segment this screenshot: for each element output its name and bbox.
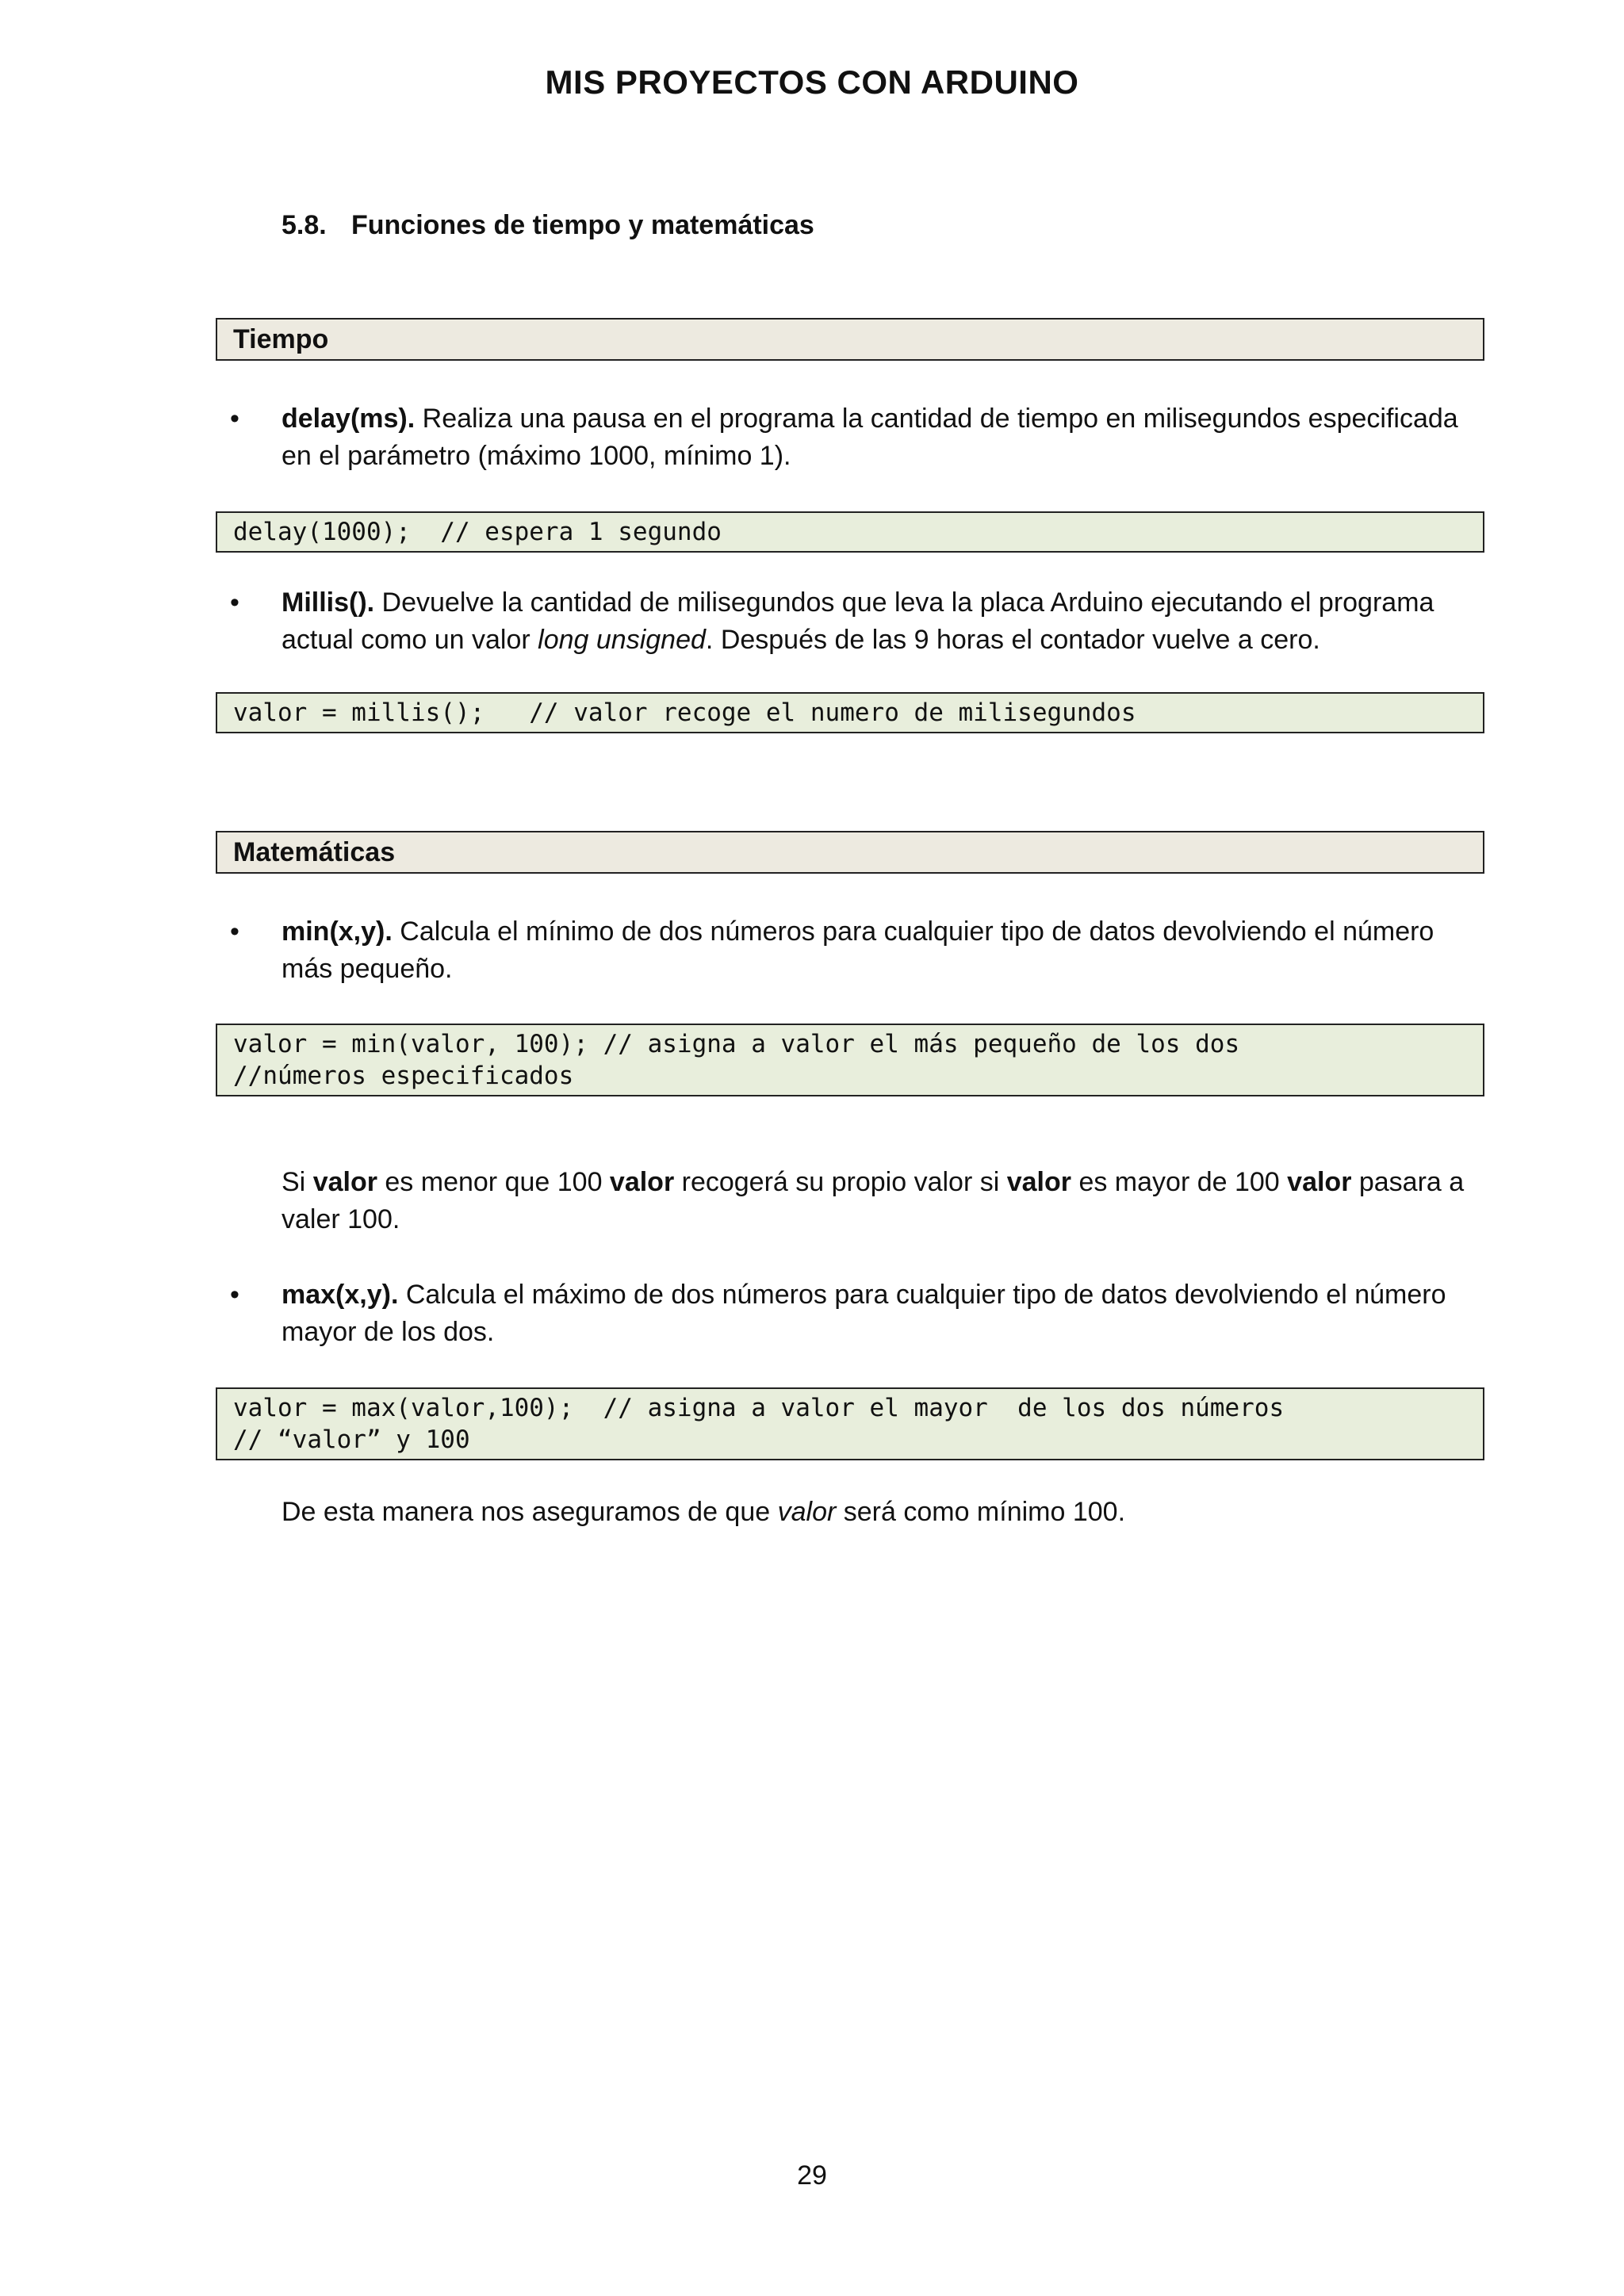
matematicas-heading: Matemáticas: [216, 831, 1484, 874]
min-note-text: pasara a valer 100.: [282, 1167, 1465, 1234]
min-note: [282, 1164, 1471, 1238]
millis-description-1: Devuelve la cantidad de milisegundos que leva la placa Arduino ejecutando el programa actual como un valor: [282, 587, 1434, 655]
max-note-text: De esta manera nos aseguramos de que: [282, 1497, 778, 1527]
min-note-bold: valor: [312, 1167, 377, 1197]
page-number: 29: [797, 2160, 827, 2191]
min-note-text: recogerá su propio valor si: [674, 1167, 1007, 1197]
min-note-text: Si: [282, 1167, 313, 1197]
millis-bullet: [230, 584, 1471, 659]
min-code-line-1: valor = min(valor, 100); // asigna a valor el más pequeño de los dos: [233, 1030, 1240, 1058]
min-code-line-2: //números especificados: [233, 1062, 574, 1090]
min-code-block: [216, 1024, 1484, 1096]
min-function-name: min(x,y).: [282, 916, 393, 947]
millis-code-block: valor = millis(); // valor recoge el numero de milisegundos: [216, 692, 1484, 733]
bullet-icon: •: [230, 587, 239, 618]
max-note-text: será como mínimo 100.: [836, 1497, 1126, 1527]
section-heading: [282, 210, 814, 241]
millis-description-italic: long unsigned: [538, 625, 706, 655]
page-header-title: MIS PROYECTOS CON ARDUINO: [545, 63, 1079, 101]
delay-description: Realiza una pausa en el programa la cantidad de tiempo en milisegundos especificada en el parámetro (máximo 1000, mínimo 1).: [282, 404, 1458, 471]
section-number: 5.8.: [282, 210, 327, 240]
min-note-text: es menor que 100: [377, 1167, 610, 1197]
millis-description-2: . Después de las 9 horas el contador vuelve a cero.: [705, 625, 1320, 655]
delay-bullet: [230, 400, 1471, 475]
min-note-bold: valor: [1006, 1167, 1071, 1197]
max-note: [282, 1494, 1471, 1531]
millis-function-name: Millis().: [282, 587, 375, 618]
bullet-icon: •: [230, 404, 239, 434]
min-note-bold: valor: [609, 1167, 675, 1197]
bullet-icon: •: [230, 916, 239, 947]
bullet-icon: •: [230, 1280, 239, 1310]
max-code-line-2: // “valor” y 100: [233, 1425, 470, 1454]
max-bullet: [230, 1276, 1471, 1351]
max-code-line-1: valor = max(valor,100); // asigna a valor el mayor de los dos números: [233, 1394, 1285, 1422]
min-description: Calcula el mínimo de dos números para cualquier tipo de datos devolviendo el número más pequeño.: [282, 916, 1434, 984]
delay-code-block: delay(1000); // espera 1 segundo: [216, 511, 1484, 553]
min-note-bold: valor: [1287, 1167, 1352, 1197]
max-function-name: max(x,y).: [282, 1280, 399, 1310]
max-code-block: [216, 1387, 1484, 1460]
max-note-italic: valor: [777, 1497, 837, 1527]
section-title: Funciones de tiempo y matemáticas: [351, 210, 814, 240]
delay-function-name: delay(ms).: [282, 404, 416, 434]
min-bullet: [230, 913, 1471, 988]
max-description: Calcula el máximo de dos números para cualquier tipo de datos devolviendo el número mayor de los dos.: [282, 1280, 1446, 1347]
min-note-text: es mayor de 100: [1071, 1167, 1288, 1197]
tiempo-heading: Tiempo: [216, 318, 1484, 361]
